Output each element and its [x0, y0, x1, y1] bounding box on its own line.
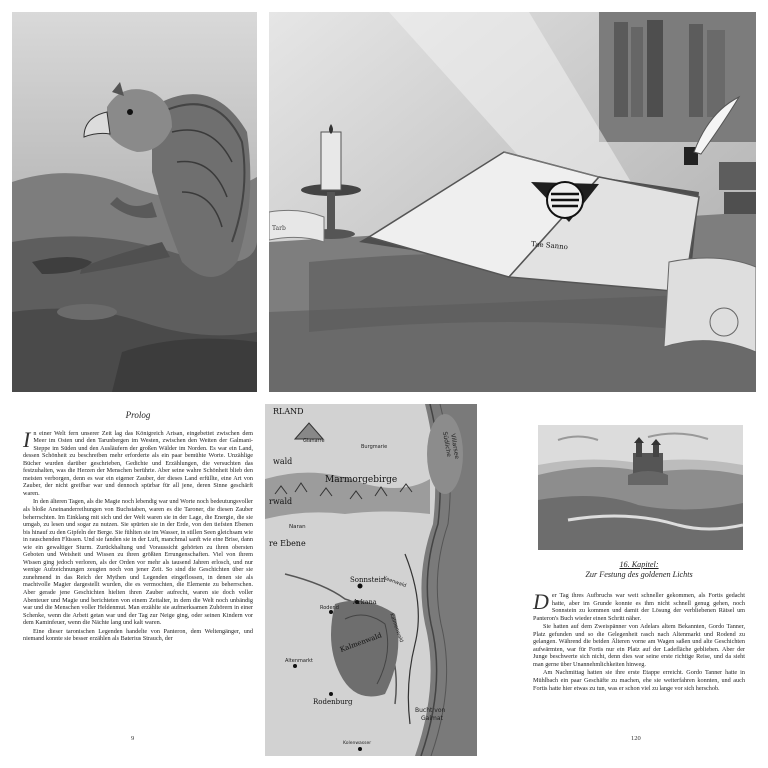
map-label-top-left: RLAND [273, 407, 304, 416]
map-label-bucht: Bucht von [415, 707, 446, 714]
map-label-marmorgebirge: Marmorgebirge [325, 475, 398, 485]
map-label-wald: wald [273, 457, 293, 466]
prolog-page [23, 412, 253, 644]
map-label-kalmenwald: Kalmenwald [338, 631, 383, 654]
scroll-text: Tarb [272, 225, 286, 232]
map-label-rodenburg: Rodenburg [313, 698, 353, 706]
prolog-dropcap: I [23, 426, 31, 452]
map-label-ebene: re Ebene [269, 539, 306, 548]
open-book-icon [269, 12, 756, 392]
map-label-sonnstein: Sonnstein [350, 576, 386, 584]
chapter-heading [533, 560, 745, 580]
map-label-altenmarkt: Altenmarkt [285, 658, 313, 664]
prolog-paragraph-2: In den älteren Tagen, als die Magie noch lebendig war und Worte noch bedeutungsvoller als bloße Aneinanderreihungen von Buchstaben, waren es die Taroner, die diesen Zauber beherrschten. Im Einklang mit sich und der Welt waren sie in der Lage, die Energie, die sie umgab, zu lesen und sogar zu nutzen. Sie spürten sie in der Erde, von den tiefsten Ebenen bis hinauf zu den Gipfeln der Berge. Sie fühlten sie im Wasser, in stillen Seen gleichsam wie in rauschenden Flüssen. Und sie fanden sie in der Luft, manchmal sanft wie eine Brise, dann wie ein gewaltiger Sturm. Zurückhaltung und Voraussicht gehörten zu ihren obersten Geboten und Weisheit und Wissen zu ihren größten Errungenschaften. Viel von ihrem Wissen ging jedoch verloren, als der Orden vor mehr als tausend Jahren erlosch, und nur wenige Aufzeichnungen zeugten noch von jener Zeit. So sind die Geschichten über sie zunehmend in das Reich der Mythen und Legenden eingeflossen, in denen sie als machtvolle Magier dargestellt wurden, die es vermochten, die Elemente zu beherrschen. Aber gerade jene Geschichten hielten ihren Zauber aufrecht, waren sie doch voller Abenteuer und Magie und berichteten von einem Zeitalter, in dem die Welt noch unbändig war und die Menschen voller Heldenmut. Man erzählte sie aufmerksamen Zuhörern in einer Schenke, wenn die Arbeit getan war und der Tag zur Neige ging, oder seinen Kindern vor dem Kaminfeuer, wenn die Nächte lang und kalt waren. [23, 498, 253, 627]
page-number-right: 120 [631, 735, 641, 742]
map-label-villarsee: Villarsee [449, 433, 461, 460]
griffin-icon [12, 12, 257, 392]
prolog-title: Prolog [125, 410, 151, 420]
map-label-keenwald: Keenwald [382, 575, 407, 590]
prolog-paragraph-3: Eine dieser taronischen Legenden handelte von Panteron, dem Weltengänger, und niemand konnte sie besser erzählen als Baterius Strauch, der [23, 627, 253, 643]
chapter-paragraph-1: er Tag ihres Aufbruchs war weit schneller gekommen, als Fortis gedacht hatte, aber im Grunde konnte es ihm nicht schnell genug gehen, noch Sonnstein zu kommen und damit der Lösung der verbliebenen Rätsel um Panteron's Buch wieder einen Schritt näher. [533, 592, 745, 622]
chapter-page [533, 560, 745, 693]
prolog-paragraph-1: n einer Welt fern unserer Zeit lag das Königreich Arisan, eingebettet zwischen dem Meer im Osten und den Tarunbergen im Westen, zwischen den Weiten der Galmani-Steppe im Süden und den Ausläufern der großen Wälder im Norden. Es war ein Land, dessen Schönheit zu beschreiben mehr erforderte als ein paar bemühte Worte. Unzählige Bücher wurden darüber geschrieben, Gedichte und Erzählungen, die versuchten das festzuhalten, was die Herzen der Menschen berührte. Aber seine wahre Schönheit blieb den meisten verborgen, denn es war ein eigener Zauber, der dieses Land erfüllte, eine Art von Zauber, der nicht greifbar war und dennoch spürbar für all jene, deren Sinne geschärft waren. [23, 429, 253, 497]
castle-icon [538, 425, 743, 550]
griffin-illustration [12, 12, 257, 392]
chapter-paragraph-3: Am Nachmittag hatten sie ihre erste Etappe erreicht. Gordo Tanner hatte in Mühlbach ein paar Geschäfte zu machen, ehe sie weiterfahren konnten, und auch Fortis hatte hier etwas zu tun, was er schon viel zu lange vor sich herschob. [533, 669, 745, 692]
chapter-dropcap: D [533, 589, 549, 614]
page-number-left: 9 [131, 735, 135, 742]
castle-illustration [538, 425, 743, 550]
book-caption: Tae Sanno [530, 240, 569, 252]
map-label-arkana: Arkana [353, 598, 377, 606]
map-label-rwald: rwald [269, 497, 293, 506]
map-label-glanarre: Glanarre [303, 438, 325, 444]
map-label-burgmarie: Burgmarie [361, 444, 388, 450]
chapter-number: 16. Kapitel: [619, 560, 659, 569]
map-label-rodend: Rodend [320, 605, 339, 611]
map-label-bottom: Kolenwasser [343, 741, 372, 746]
chapter-paragraph-2: Sie hatten auf dem Zweispänner von Adelars altem Bekannten, Gordo Tanner, Platz gefunden und so die Gelegenheit rasch nach Altenmarkt und Rodend zu gelangen. Während die beiden Älteren vorne am Wagen saßen und alte Geschichten aufwärmten, war für Fortis nur ein Platz auf der Ladefläche geblieben. Aber der Junge beschwerte sich nicht, denn dies war seine erste richtige Reise, und da sieht man gerne über Unannehmlichkeiten hinweg. [533, 623, 745, 668]
map-label-kalmenwald-coast: Kalmenwald [388, 612, 405, 644]
map-label-suedliche: Südliche [441, 431, 453, 458]
book-desk-illustration [269, 12, 756, 392]
chapter-title: Zur Festung des goldenen Lichts [585, 570, 693, 579]
map-icon [265, 404, 477, 756]
fantasy-map [265, 404, 477, 756]
map-label-galmat: Galmat [421, 715, 443, 722]
map-label-naran: Naran [289, 524, 306, 530]
